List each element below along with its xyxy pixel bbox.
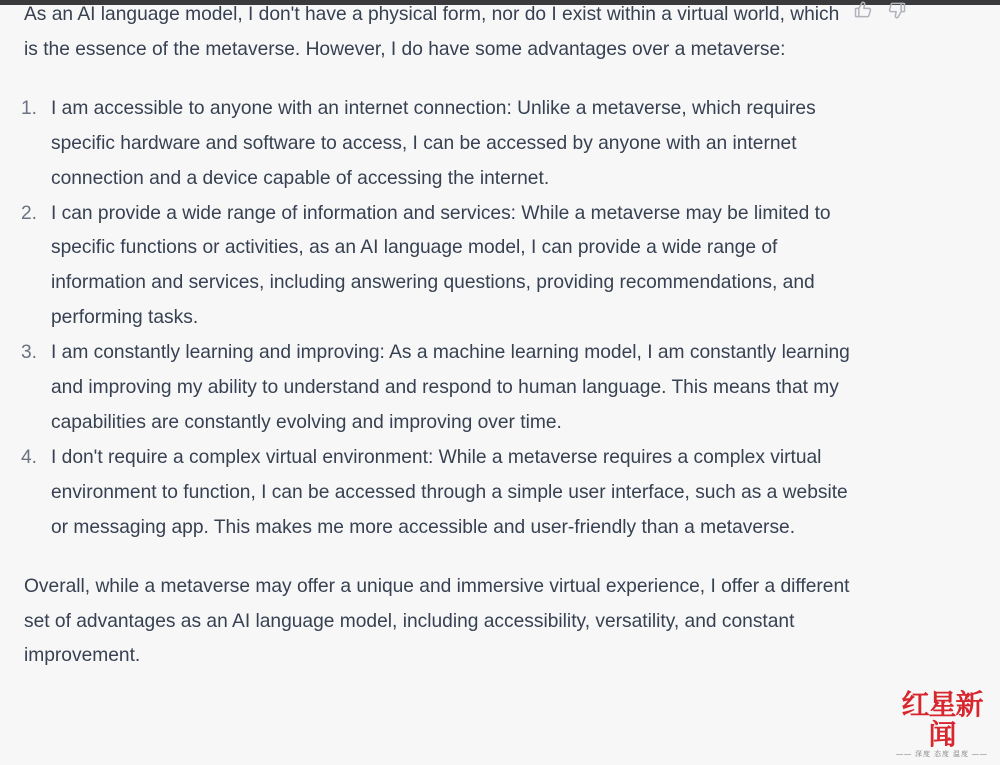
thumbs-down-button[interactable] <box>886 0 908 22</box>
list-item <box>21 197 854 337</box>
list-item <box>21 336 854 441</box>
thumbs-down-icon <box>887 0 907 20</box>
thumbs-up-icon <box>853 0 873 20</box>
thumbs-up-button[interactable] <box>852 0 874 22</box>
conclusion-paragraph: Overall, while a metaverse may offer a unique and immersive virtual experience, I offer a different set of advantages as an AI language model, including accessibility, versatility, and constant improvement. <box>24 575 850 667</box>
feedback-buttons <box>852 0 908 22</box>
list-item-text: I am constantly learning and improving: As a machine learning model, I am constantly learning and improving my ability to understand and respond to human language. This means that my capabilities are constantly evolving and improving over time. <box>51 342 850 433</box>
watermark-logo <box>892 690 992 759</box>
advantages-list <box>21 92 854 546</box>
list-item <box>21 441 854 546</box>
list-item <box>21 92 854 197</box>
intro-paragraph: As an AI language model, I don't have a physical form, nor do I exist within a virtual world, which is the essence of the metaverse. However, I do have some advantages over a metaverse: <box>24 4 840 60</box>
list-item-number: 4. <box>21 446 38 468</box>
list-item-number: 3. <box>21 342 38 364</box>
watermark-logo-text: 红星新闻 <box>901 688 983 751</box>
list-item-text: I can provide a wide range of information and services: While a metaverse may be limited to specific functions or activities, as an AI language model, I can provide a wide range of information and services, including answering questions, providing recommendations, and performing tasks. <box>51 202 831 329</box>
watermark-tagline: —— 深度 态度 温度 —— <box>896 751 988 758</box>
list-item-number: 2. <box>21 202 38 224</box>
list-item-number: 1. <box>21 97 38 119</box>
assistant-message <box>21 0 854 674</box>
list-item-text: I am accessible to anyone with an internet connection: Unlike a metaverse, which requires specific hardware and software to access, I can be accessed by anyone with an internet connection and a device capable of accessing the internet. <box>51 97 816 189</box>
list-item-text: I don't require a complex virtual environment: While a metaverse requires a complex virtual environment to function, I can be accessed through a simple user interface, such as a website or messaging app. This makes me more accessible and user-friendly than a metaverse. <box>51 446 848 538</box>
